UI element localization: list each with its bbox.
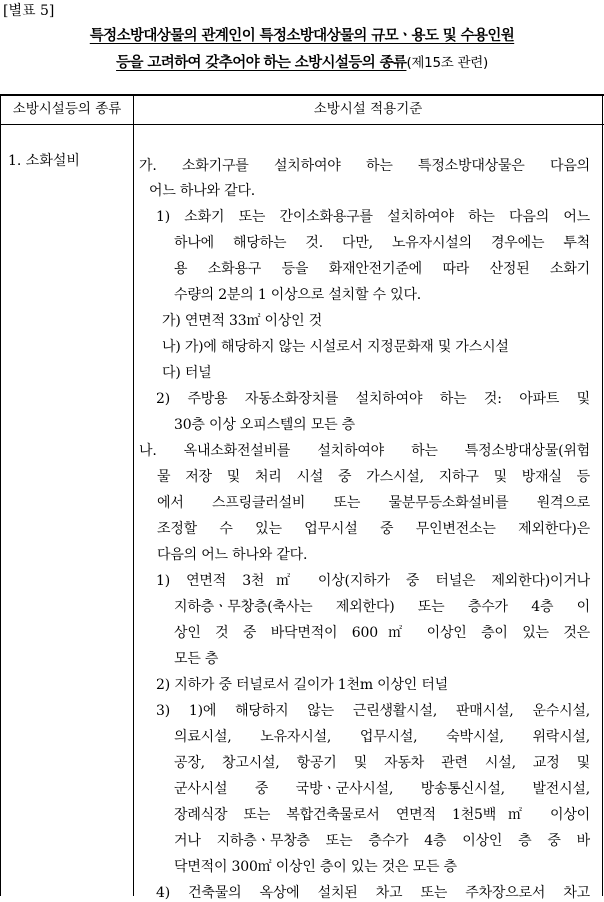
criteria-line: 나. 옥내소화전설비를 설치하여야 하는 특정소방대상물(위험	[139, 443, 590, 459]
criteria-line: 4) 건축물의 옥상에 설치된 차고 또는 주차장으로서 차고	[156, 885, 590, 901]
criteria-line: 모든 층	[174, 651, 219, 667]
criteria-line: 닥면적이 300㎡ 이상인 층이 있는 것은 모든 층	[174, 859, 457, 875]
table-left-border	[0, 94, 1, 896]
document-title-line2	[0, 51, 604, 72]
criteria-line: 가) 연면적 33㎡ 이상인 것	[162, 313, 323, 329]
title-line2-text: 등을 고려하여 갖추어야 하는 소방시설등의 종류	[116, 55, 407, 71]
title-line1-text: 특정소방대상물의 관계인이 특정소방대상물의 규모ㆍ용도 및 수용인원	[89, 28, 515, 44]
table-top-border	[0, 94, 604, 96]
criteria-line: 공장, 창고시설, 항공기 및 자동차 관련 시설, 교정 및	[174, 755, 590, 771]
criteria-line: 나) 가)에 해당하지 않는 시설로서 지정문화재 및 가스시설	[162, 339, 509, 355]
criteria-line: 지하층ㆍ무창층(축사는 제외한다) 또는 층수가 4층 이	[174, 599, 590, 615]
criteria-line: 용 소화용구 등을 화재안전기준에 따라 산정된 소화기	[174, 261, 590, 277]
criteria-line: 군사시설 중 국방ㆍ군사시설, 방송통신시설, 발전시설,	[174, 781, 590, 797]
criteria-line: 2) 지하가 중 터널로서 길이가 1천m 이상인 터널	[156, 677, 449, 693]
criteria-line: 하나에 해당하는 것. 다만, 노유자시설의 경우에는 투척	[174, 235, 590, 251]
title-article-reference: (제15조 관련)	[406, 55, 488, 71]
criteria-line: 거나 지하층ㆍ무창층 또는 층수가 4층 이상인 층 중 바	[174, 833, 590, 849]
document-title-line1	[0, 24, 604, 45]
criteria-line: 조정할 수 있는 업무시설 중 무인변전소는 제외한다)은	[157, 521, 590, 537]
annex-tag: [별표 5]	[3, 3, 55, 19]
table-right-border	[602, 94, 603, 896]
criteria-line: 1) 소화기 또는 간이소화용구를 설치하여야 하는 다음의 어느	[156, 209, 590, 225]
criteria-line: 에서 스프링클러설비 또는 물분무등소화설비를 원격으로	[157, 495, 590, 511]
criteria-line: 의료시설, 노유자시설, 업무시설, 숙박시설, 위락시설,	[174, 729, 590, 745]
table-column-divider	[133, 94, 134, 896]
criteria-line: 30층 이상 오피스텔의 모든 층	[174, 417, 355, 433]
criteria-line: 물 저장 및 처리 시설 중 가스시설, 지하구 및 방재실 등	[157, 469, 590, 485]
header-applicable-criteria: 소방시설 적용기준	[313, 101, 423, 117]
table-header-divider	[0, 124, 604, 125]
criteria-line: 어느 하나와 같다.	[149, 183, 256, 199]
criteria-line: 상인 것 중 바닥면적이 600㎡ 이상인 층이 있는 것은	[174, 625, 590, 641]
header-system-type: 소방시설등의 종류	[12, 101, 122, 117]
criteria-line: 수량의 2분의 1 이상으로 설치할 수 있다.	[174, 287, 422, 303]
criteria-line: 3) 1)에 해당하지 않는 근린생활시설, 판매시설, 운수시설,	[156, 703, 590, 719]
category-fire-extinguishing-equipment: 1. 소화설비	[8, 153, 80, 169]
criteria-line: 1) 연면적 3천㎡ 이상(지하가 중 터널은 제외한다)이거나	[156, 573, 590, 589]
criteria-line: 장례식장 또는 복합건축물로서 연면적 1천5백㎡ 이상이	[174, 807, 590, 823]
criteria-line: 가. 소화기구를 설치하여야 하는 특정소방대상물은 다음의	[139, 158, 590, 174]
criteria-line: 다음의 어느 하나와 같다.	[157, 547, 308, 563]
criteria-line: 다) 터널	[162, 365, 212, 381]
criteria-line: 2) 주방용 자동소화장치를 설치하여야 하는 것: 아파트 및	[156, 391, 590, 407]
